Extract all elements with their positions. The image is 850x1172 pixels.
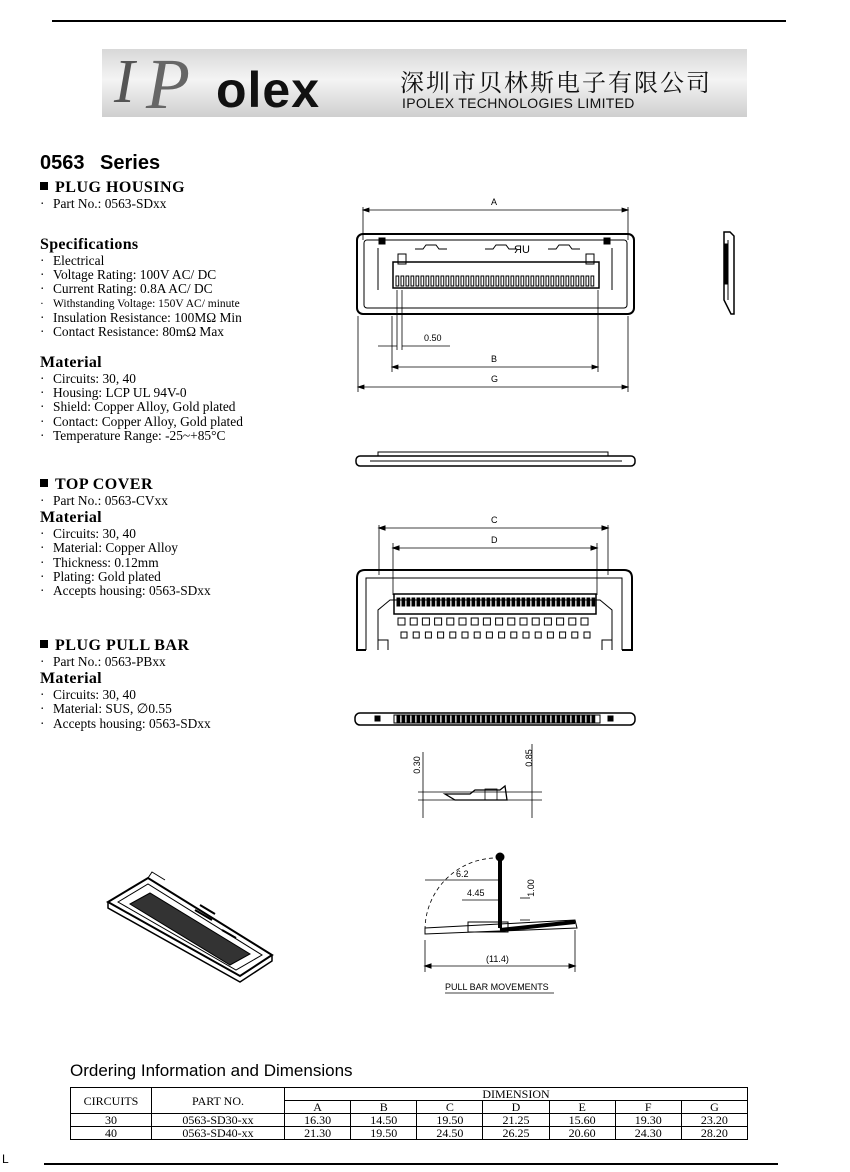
- contact-pin: [417, 716, 420, 722]
- contact-pad: [462, 632, 468, 638]
- contact-pad: [483, 618, 490, 625]
- cell-part: 0563-SD30-xx: [152, 1114, 285, 1127]
- header-dim-letter: A: [285, 1101, 351, 1114]
- spec-line: · Electrical: [40, 253, 105, 268]
- contact-pin: [447, 598, 450, 606]
- header-dim-letter: E: [549, 1101, 615, 1114]
- logo-letter-p: P: [146, 44, 190, 124]
- contact-pin: [537, 716, 540, 722]
- material-line: · Material: Copper Alloy: [40, 540, 178, 556]
- contact-pin: [397, 716, 400, 722]
- contact-pad: [544, 618, 551, 625]
- contact-pin: [521, 276, 524, 286]
- bottom-rule: [44, 1163, 778, 1165]
- contact-pin: [492, 716, 495, 722]
- contact-pin: [422, 716, 425, 722]
- cell-dim: 23.20: [681, 1114, 747, 1127]
- contact-pad: [425, 632, 431, 638]
- contact-pin: [396, 276, 399, 286]
- contact-pin: [542, 598, 545, 606]
- dim-label-445: 4.45: [467, 888, 485, 898]
- contact-pin: [422, 598, 425, 606]
- contact-pin: [527, 598, 530, 606]
- material-line: · Accepts housing: 0563-SDxx: [40, 715, 211, 731]
- contact-pad: [520, 618, 527, 625]
- material-line: · Contact: Copper Alloy, Gold plated: [40, 413, 243, 429]
- contact-pin: [542, 716, 545, 722]
- contact-pin: [461, 276, 464, 286]
- contact-pin: [517, 716, 520, 722]
- contact-pad: [496, 618, 503, 625]
- contact-pin: [516, 276, 519, 286]
- contact-pin: [522, 598, 525, 606]
- contact-pin: [436, 276, 439, 286]
- contact-pin: [586, 276, 589, 286]
- contact-pin: [452, 598, 455, 606]
- header-dimension: DIMENSION: [285, 1088, 748, 1101]
- contact-pin: [567, 716, 570, 722]
- material-text: Material: Copper Alloy: [53, 540, 178, 556]
- top-cover-part-no: · Part No.: 0563-CVxx: [40, 493, 168, 508]
- material-line: · Thickness: 0.12mm: [40, 554, 159, 570]
- cell-dim: 26.25: [483, 1127, 549, 1140]
- contact-pin: [432, 716, 435, 722]
- dim-label-d: D: [491, 535, 498, 545]
- header-dim-letter: C: [417, 1101, 483, 1114]
- contact-pad: [410, 618, 417, 625]
- cell-dim: 15.60: [549, 1114, 615, 1127]
- dim-label-a: A: [491, 197, 498, 207]
- contact-pin: [441, 276, 444, 286]
- contact-pin: [421, 276, 424, 286]
- plug-housing-side-view: [724, 232, 734, 314]
- contact-pin: [531, 276, 534, 286]
- contact-pin: [482, 716, 485, 722]
- contact-pin: [402, 598, 405, 606]
- spec-line: · Voltage Rating: 100V AC/ DC: [40, 267, 217, 283]
- contact-pin: [402, 716, 405, 722]
- contact-pin: [407, 598, 410, 606]
- material-heading: Material: [40, 509, 102, 527]
- company-name-english: IPOLEX TECHNOLOGIES LIMITED: [402, 95, 635, 111]
- header-circuits: CIRCUITS: [71, 1088, 152, 1114]
- contact-pin: [447, 716, 450, 722]
- contact-pin: [592, 716, 595, 722]
- contact-pin: [582, 598, 585, 606]
- contact-pin: [552, 716, 555, 722]
- contact-pin: [507, 716, 510, 722]
- pull-bar-movement-diagram: [425, 853, 577, 993]
- contact-pin: [407, 716, 410, 722]
- contact-pin: [502, 716, 505, 722]
- contact-pin: [481, 276, 484, 286]
- contact-pins: [397, 598, 595, 606]
- plug-housing-heading-text: PLUG HOUSING: [55, 179, 186, 196]
- spec-line: · Insulation Resistance: 100MΩ Min: [40, 309, 242, 325]
- cell-dim: 20.60: [549, 1127, 615, 1140]
- material-text: Plating: Gold plated: [53, 568, 161, 584]
- contact-pin: [502, 598, 505, 606]
- material-text: Accepts housing: 0563-SDxx: [53, 715, 211, 731]
- plug-housing-front-view: [356, 452, 635, 466]
- cell-dim: 24.50: [417, 1127, 483, 1140]
- contact-pin: [527, 716, 530, 722]
- spec-text: Contact Resistance: 80mΩ Max: [53, 324, 224, 340]
- dim-label-100: 1.00: [525, 879, 536, 897]
- material-line: · Plating: Gold plated: [40, 568, 161, 584]
- dimension-a: [363, 207, 628, 240]
- contact-pin: [487, 716, 490, 722]
- contact-pin: [557, 716, 560, 722]
- logo-letter-i: I: [114, 48, 137, 116]
- contact-pin: [581, 276, 584, 286]
- contact-pad: [459, 618, 466, 625]
- contact-pin: [442, 716, 445, 722]
- material-line: · Shield: Copper Alloy, Gold plated: [40, 399, 236, 415]
- top-cover-heading-text: TOP COVER: [55, 476, 153, 493]
- material-text: Contact: Copper Alloy, Gold plated: [53, 413, 243, 429]
- contact-pad: [450, 632, 456, 638]
- contact-pin: [397, 598, 400, 606]
- contact-pin: [591, 276, 594, 286]
- contact-pin: [566, 276, 569, 286]
- contact-pin: [477, 716, 480, 722]
- contact-pin: [512, 716, 515, 722]
- contact-pad: [486, 632, 492, 638]
- contact-pin: [492, 598, 495, 606]
- contact-pin: [462, 716, 465, 722]
- cell-dim: 24.30: [615, 1127, 681, 1140]
- contact-pin: [577, 598, 580, 606]
- contact-pin: [451, 276, 454, 286]
- contact-pin: [561, 276, 564, 286]
- part-no-text: Part No.: 0563-PBxx: [53, 654, 166, 669]
- contact-pin: [506, 276, 509, 286]
- contact-pad: [581, 618, 588, 625]
- contact-pins: [396, 276, 594, 286]
- contact-pad: [572, 632, 578, 638]
- material-text: Temperature Range: -25~+85°C: [53, 427, 226, 443]
- contact-pin: [476, 276, 479, 286]
- contact-pin: [466, 276, 469, 286]
- contact-pin: [427, 716, 430, 722]
- contact-pin: [491, 276, 494, 286]
- contact-pin: [571, 276, 574, 286]
- cell-dim: 21.30: [285, 1127, 351, 1140]
- contact-pin: [456, 276, 459, 286]
- contact-pin: [526, 276, 529, 286]
- contact-pin: [401, 276, 404, 286]
- contact-pin: [432, 598, 435, 606]
- specifications-heading: Specifications: [40, 236, 139, 253]
- contact-pin: [577, 716, 580, 722]
- contact-pin: [457, 716, 460, 722]
- spec-text: Insulation Resistance: 100MΩ Min: [53, 309, 242, 325]
- material-line: · Material: SUS, ∅0.55: [40, 701, 172, 717]
- contact-pin: [472, 598, 475, 606]
- plug-housing-top-view: [357, 234, 634, 314]
- material-text: Thickness: 0.12mm: [53, 554, 159, 570]
- contact-pin: [557, 598, 560, 606]
- header-dim-letter: D: [483, 1101, 549, 1114]
- cell-dim: 28.20: [681, 1127, 747, 1140]
- contact-pin: [467, 716, 470, 722]
- table-row: [71, 1127, 748, 1140]
- contact-pin: [497, 716, 500, 722]
- contact-pin: [556, 276, 559, 286]
- dim-label-62: 6.2: [456, 869, 469, 879]
- contact-pin: [462, 598, 465, 606]
- contact-pin: [562, 598, 565, 606]
- contact-pin: [412, 598, 415, 606]
- contact-pins: [397, 716, 595, 722]
- material-heading: Material: [40, 354, 102, 371]
- contact-pad: [508, 618, 515, 625]
- contact-pin: [562, 716, 565, 722]
- contact-pad: [557, 618, 564, 625]
- contact-pin: [416, 276, 419, 286]
- contact-pin: [452, 716, 455, 722]
- contact-pin: [471, 276, 474, 286]
- contact-pin: [406, 276, 409, 286]
- cell-dim: 19.50: [351, 1127, 417, 1140]
- material-line: · Accepts housing: 0563-SDxx: [40, 583, 211, 599]
- spec-line: · Current Rating: 0.8A AC/ DC: [40, 281, 213, 297]
- contact-pad: [499, 632, 505, 638]
- contact-pin: [501, 276, 504, 286]
- contact-pad: [535, 632, 541, 638]
- contact-pad: [560, 632, 566, 638]
- contact-pin: [572, 598, 575, 606]
- contact-pad: [523, 632, 529, 638]
- material-text: Housing: LCP UL 94V-0: [53, 385, 187, 401]
- contact-pin: [522, 716, 525, 722]
- spec-text: Withstanding Voltage: 150V AC/ minute: [53, 297, 240, 310]
- contact-pin: [572, 716, 575, 722]
- contact-pad: [435, 618, 442, 625]
- contact-pin: [437, 598, 440, 606]
- material-line: · Housing: LCP UL 94V-0: [40, 385, 187, 401]
- cell-circuits: 40: [71, 1127, 152, 1140]
- contact-pin: [482, 598, 485, 606]
- table-row: [71, 1114, 748, 1127]
- ordering-title: Ordering Information and Dimensions: [70, 1061, 353, 1080]
- pull-bar-caption: PULL BAR MOVEMENTS: [445, 982, 549, 992]
- contact-pin: [472, 716, 475, 722]
- contact-pin: [486, 276, 489, 286]
- part-no-text: Part No.: 0563-SDxx: [53, 196, 167, 211]
- contact-pin: [477, 598, 480, 606]
- cell-dim: 19.30: [615, 1114, 681, 1127]
- contact-pad: [413, 632, 419, 638]
- contact-pad: [511, 632, 517, 638]
- pull-bar-part-no: · Part No.: 0563-PBxx: [40, 654, 166, 669]
- contact-pin: [547, 716, 550, 722]
- header-dim-letter: F: [615, 1101, 681, 1114]
- contact-pad: [447, 618, 454, 625]
- header-part-no: PART NO.: [152, 1088, 285, 1114]
- contact-pin: [552, 598, 555, 606]
- contact-pin: [446, 276, 449, 286]
- contact-pin: [457, 598, 460, 606]
- contact-pin: [517, 598, 520, 606]
- contact-pin: [497, 598, 500, 606]
- contact-pin: [496, 276, 499, 286]
- dim-label-085: 0.85: [523, 749, 534, 767]
- header-dim-letter: B: [351, 1101, 417, 1114]
- header-dim-letter: G: [681, 1101, 747, 1114]
- contact-pin: [437, 716, 440, 722]
- contact-pin: [511, 276, 514, 286]
- dim-label-c: C: [491, 515, 498, 525]
- contact-pad: [474, 632, 480, 638]
- contact-pin: [507, 598, 510, 606]
- logo-wordmark: olex: [216, 62, 321, 118]
- contact-pin: [587, 598, 590, 606]
- contact-pad: [398, 618, 405, 625]
- contact-pin: [536, 276, 539, 286]
- cell-part: 0563-SD40-xx: [152, 1127, 285, 1140]
- contact-pin: [411, 276, 414, 286]
- connector-isometric-view: [108, 872, 272, 982]
- ordering-table: [70, 1087, 748, 1140]
- contact-pin: [467, 598, 470, 606]
- spec-text: Voltage Rating: 100V AC/ DC: [53, 267, 217, 283]
- material-line: · Temperature Range: -25~+85°C: [40, 427, 226, 443]
- material-text: Accepts housing: 0563-SDxx: [53, 583, 211, 599]
- pull-bar-view: [355, 713, 635, 725]
- cell-circuits: 30: [71, 1114, 152, 1127]
- material-heading: Material: [40, 670, 102, 688]
- material-text: Circuits: 30, 40: [53, 371, 136, 386]
- dim-label-114: (11.4): [486, 954, 509, 964]
- contact-pads: [398, 618, 590, 638]
- material-line: · Circuits: 30, 40: [40, 687, 136, 703]
- spec-line: · Contact Resistance: 80mΩ Max: [40, 324, 224, 340]
- contact-pad: [471, 618, 478, 625]
- contact-pin: [546, 276, 549, 286]
- cell-dim: 16.30: [285, 1114, 351, 1127]
- contact-pin: [541, 276, 544, 286]
- material-text: Shield: Copper Alloy, Gold plated: [53, 399, 236, 415]
- series-title: 0563 Series: [40, 152, 161, 174]
- contact-pin: [532, 716, 535, 722]
- contact-pin: [442, 598, 445, 606]
- contact-pin: [417, 598, 420, 606]
- ul-mark: ЯU: [514, 244, 530, 256]
- contact-pin: [551, 276, 554, 286]
- contact-pad: [401, 632, 407, 638]
- contact-pin: [512, 598, 515, 606]
- dim-label-pitch: 0.50: [424, 333, 442, 343]
- footer-mark: L: [2, 1152, 9, 1166]
- contact-pad: [532, 618, 539, 625]
- spec-text: Current Rating: 0.8A AC/ DC: [53, 281, 213, 297]
- material-line: · Circuits: 30, 40: [40, 371, 136, 386]
- contact-pin: [582, 716, 585, 722]
- contact-pin: [567, 598, 570, 606]
- contact-pin: [537, 598, 540, 606]
- plug-housing-part-no: · Part No.: 0563-SDxx: [40, 196, 167, 211]
- contact-pad: [422, 618, 429, 625]
- contact-pin: [427, 598, 430, 606]
- dim-label-030: 0.30: [411, 756, 422, 774]
- material-text: Material: SUS, ∅0.55: [53, 701, 172, 717]
- company-name-chinese: 深圳市贝林斯电子有限公司: [400, 69, 712, 97]
- contact-pin: [576, 276, 579, 286]
- contact-pin: [412, 716, 415, 722]
- contact-pin: [487, 598, 490, 606]
- contact-pin: [587, 716, 590, 722]
- contact-pin: [431, 276, 434, 286]
- contact-pin: [532, 598, 535, 606]
- cell-dim: 19.50: [417, 1114, 483, 1127]
- spec-text: Electrical: [53, 253, 105, 268]
- table-header-row: [71, 1088, 748, 1101]
- cell-dim: 14.50: [351, 1114, 417, 1127]
- material-text: Circuits: 30, 40: [53, 526, 136, 542]
- contact-pin: [592, 598, 595, 606]
- spec-line: · Withstanding Voltage: 150V AC/ minute: [40, 297, 240, 310]
- contact-pad: [547, 632, 553, 638]
- contact-pin: [547, 598, 550, 606]
- contact-pad: [569, 618, 576, 625]
- pull-bar-heading-text: PLUG PULL BAR: [55, 637, 190, 654]
- contact-pin: [426, 276, 429, 286]
- part-no-text: Part No.: 0563-CVxx: [53, 493, 168, 508]
- material-line: · Circuits: 30, 40: [40, 526, 136, 542]
- dim-label-b: B: [491, 354, 498, 364]
- contact-pad: [584, 632, 590, 638]
- material-text: Circuits: 30, 40: [53, 687, 136, 703]
- dim-label-g: G: [491, 374, 499, 384]
- cell-dim: 21.25: [483, 1114, 549, 1127]
- contact-pad: [438, 632, 444, 638]
